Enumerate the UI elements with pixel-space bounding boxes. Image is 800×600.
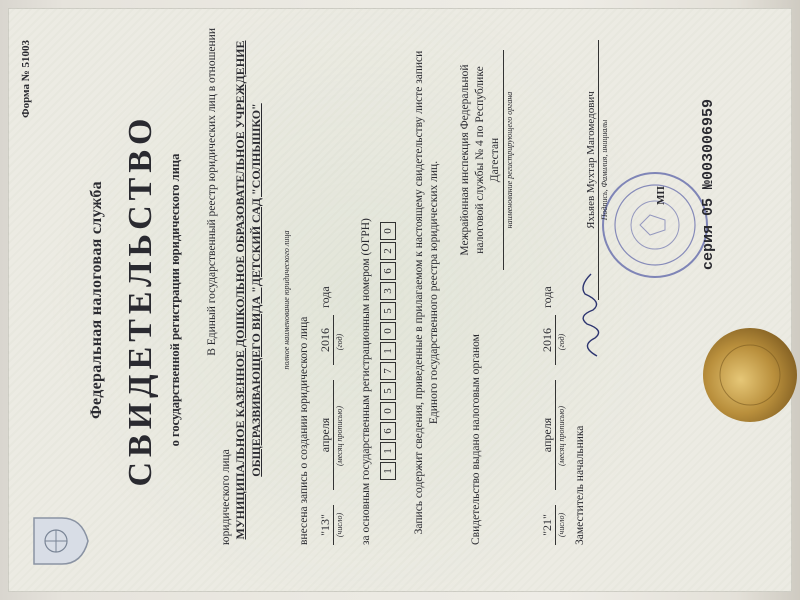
entered-record-text: внесена запись о создании юридического лица bbox=[298, 316, 310, 545]
organization-caption: полное наименование юридического лица bbox=[282, 230, 291, 370]
ogrn-label: за основным государственным регистрационным номером (ОГРН) bbox=[360, 218, 372, 545]
signature-caption: Подпись, Фамилия, инициалы bbox=[600, 119, 609, 221]
ogrn-digit: 6 bbox=[380, 422, 396, 440]
creation-day-caption: (число) bbox=[335, 512, 344, 538]
ogrn-digit: 0 bbox=[380, 222, 396, 240]
signatory-name: Яхьяев Мухтар Магомедович bbox=[585, 91, 597, 229]
ogrn-digit: 2 bbox=[380, 242, 396, 260]
document-title: СВИДЕТЕЛЬСТВО bbox=[122, 113, 159, 487]
gold-hologram-icon bbox=[700, 325, 800, 425]
creation-year: 2016 bbox=[318, 315, 334, 365]
creation-date bbox=[318, 286, 344, 545]
ogrn-digit: 0 bbox=[380, 402, 396, 420]
ogrn-digit: 1 bbox=[380, 342, 396, 360]
register-text-1: В Единый государственный реестр юридических лиц в отношении bbox=[206, 28, 218, 356]
ogrn-digit: 3 bbox=[380, 282, 396, 300]
form-number: Форма № 51003 bbox=[20, 40, 32, 118]
issue-month: апреля bbox=[540, 380, 556, 490]
ogrn-digit: 1 bbox=[380, 442, 396, 460]
deputy-head-label: Заместитель начальника bbox=[574, 425, 586, 545]
issued-by-label: Свидетельство выдано налоговым органом bbox=[470, 334, 482, 545]
ogrn-digit: 5 bbox=[380, 302, 396, 320]
issue-year-suffix: года bbox=[540, 286, 554, 308]
ogrn-digit: 5 bbox=[380, 382, 396, 400]
creation-year-caption: (год) bbox=[335, 333, 344, 351]
issue-year: 2016 bbox=[540, 315, 556, 365]
record-statement: Запись содержит сведения, приведенные в прилагаемом к настоящему свидетельству листе записи Единого государственного реестра юридических лиц. bbox=[413, 50, 440, 535]
tax-service-emblem-icon bbox=[28, 512, 90, 570]
series-number: серия 05 №003006959 bbox=[700, 98, 717, 270]
issue-year-caption: (год) bbox=[557, 333, 566, 351]
document-subtitle: о государственной регистрации юридического лица bbox=[168, 153, 182, 447]
issuing-authority: Межрайонная инспекция Федеральной налоговой службы № 4 по Республике Дагестан bbox=[459, 64, 501, 256]
creation-month: апреля bbox=[318, 380, 334, 490]
issue-date bbox=[540, 286, 566, 545]
authority-underline bbox=[503, 50, 504, 270]
issue-day: "21" bbox=[540, 505, 556, 545]
ogrn-digit: 6 bbox=[380, 262, 396, 280]
creation-year-suffix: года bbox=[318, 286, 332, 308]
issue-month-caption: (месяц прописью) bbox=[557, 406, 566, 466]
signature-underline bbox=[598, 40, 599, 300]
ogrn-number bbox=[380, 220, 396, 480]
organization-name: МУНИЦИПАЛЬНОЕ КАЗЕННОЕ ДОШКОЛЬНОЕ ОБРАЗОВАТЕЛЬНОЕ УЧРЕЖДЕНИЕ ОБЩЕРАЗВИВАЮЩЕГО ВИДА "ДЕТСКИЙ САД "СОЛНЫШКО" bbox=[233, 40, 263, 540]
agency-name: Федеральная налоговая служба bbox=[88, 181, 105, 419]
creation-day: "13" bbox=[318, 505, 334, 545]
issue-day-caption: (число) bbox=[557, 512, 566, 538]
creation-month-caption: (месяц прописью) bbox=[335, 406, 344, 466]
ogrn-digit: 7 bbox=[380, 362, 396, 380]
seal-mark: МП bbox=[655, 186, 667, 205]
ogrn-digit: 0 bbox=[380, 322, 396, 340]
authority-caption: наименование регистрирующего органа bbox=[505, 91, 514, 229]
ogrn-digit: 1 bbox=[380, 462, 396, 480]
register-text-2: юридического лица bbox=[220, 449, 232, 545]
